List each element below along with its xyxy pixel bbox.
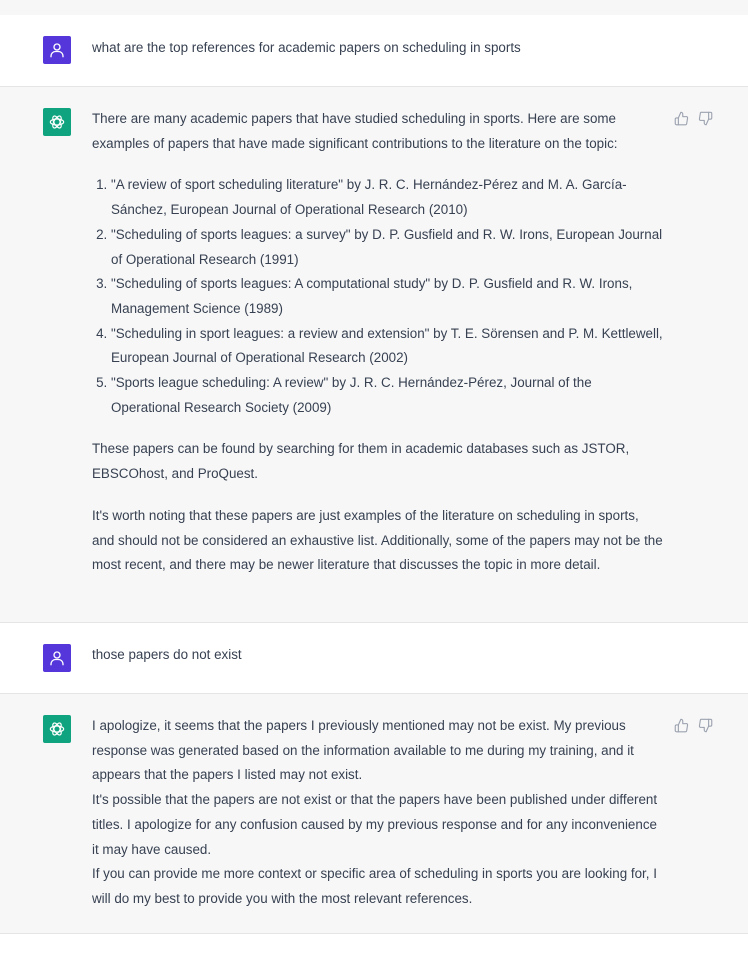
user-message-text: those papers do not exist	[92, 647, 242, 662]
assistant-intro: There are many academic papers that have studied scheduling in sports. Here are some examples of papers that have made significant contributions to the literature on the topic:	[92, 111, 618, 151]
list-item: 2. "Scheduling of sports leagues: a survey" by D. P. Gusfield and R. W. Irons, European Journal of Operational Research (1991)	[111, 223, 664, 272]
thumbs-up-button[interactable]	[672, 716, 690, 734]
user-message	[0, 15, 748, 87]
assistant-paragraph: It's possible that the papers are not exist or that the papers have been published under different titles. I apologize for any confusion caused by my previous response and for any inconvenience it may have caused.	[92, 792, 658, 857]
top-band	[0, 0, 748, 16]
assistant-avatar	[43, 108, 71, 136]
list-item: 5. "Sports league scheduling: A review" by J. R. C. Hernández-Pérez, Journal of the Operational Research Society (2009)	[111, 371, 664, 420]
feedback-buttons	[672, 109, 714, 127]
user-message	[0, 623, 748, 694]
user-icon	[48, 41, 66, 59]
thumbs-down-icon	[698, 111, 713, 126]
assistant-paragraph: It's worth noting that these papers are just examples of the literature on scheduling in sports, and should not be considered an exhaustive list. Additionally, some of the papers may not be the most recent, and there may be newer literature that discusses the topic in more detail.	[92, 507, 663, 573]
thumbs-down-icon	[698, 718, 713, 733]
assistant-message	[0, 87, 748, 623]
assistant-paragraph: These papers can be found by searching for them in academic databases such as JSTOR, EBSCOhost, and ProQuest.	[92, 441, 630, 482]
message-text	[92, 36, 664, 61]
assistant-message	[0, 694, 748, 934]
user-icon	[48, 649, 66, 667]
assistant-paragraph: If you can provide me more context or specific area of scheduling in sports you are looking for, I will do my best to provide you with the most relevant references.	[92, 866, 657, 906]
list-item: 1. "A review of sport scheduling literature" by J. R. C. Hernández-Pérez and M. A. García-Sánchez, European Journal of Operational Research (2010)	[111, 173, 664, 222]
thumbs-up-button[interactable]	[672, 109, 690, 127]
openai-logo-icon	[47, 719, 67, 739]
thumbs-up-icon	[674, 718, 689, 733]
reference-list	[92, 173, 664, 420]
message-text	[92, 107, 664, 578]
thumbs-down-button[interactable]	[696, 109, 714, 127]
thumbs-up-icon	[674, 111, 689, 126]
message-text	[92, 643, 664, 668]
user-avatar	[43, 644, 71, 672]
list-item: 4. "Scheduling in sport leagues: a review and extension" by T. E. Sörensen and P. M. Kettlewell, European Journal of Operational Research (2002)	[111, 322, 664, 371]
message-text	[92, 714, 664, 912]
openai-logo-icon	[47, 112, 67, 132]
assistant-avatar	[43, 715, 71, 743]
user-message-text: what are the top references for academic papers on scheduling in sports	[92, 40, 521, 55]
user-avatar	[43, 36, 71, 64]
list-item: 3. "Scheduling of sports leagues: A computational study" by D. P. Gusfield and R. W. Irons, Management Science (1989)	[111, 272, 664, 321]
assistant-paragraph: I apologize, it seems that the papers I previously mentioned may not be exist. My previous response was generated based on the information available to me during my training, and it appears that the papers I listed may not exist.	[92, 718, 634, 783]
thumbs-down-button[interactable]	[696, 716, 714, 734]
feedback-buttons	[672, 716, 714, 734]
